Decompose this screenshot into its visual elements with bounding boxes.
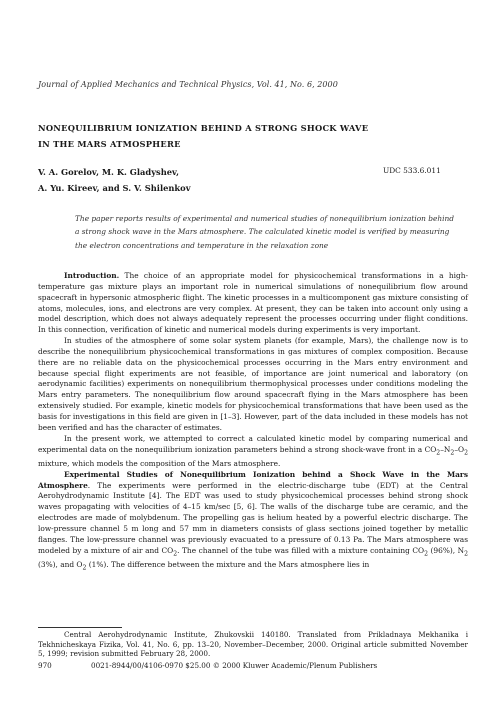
authors [38,164,338,196]
footnote-divider [38,627,122,628]
authors-line: V. A. Gorelov, M. K. Gladyshev, [38,167,180,177]
authors-line: A. Yu. Kireev, and S. V. Shilenkov [38,183,191,193]
paragraph: Experimental Studies of Nonequilibrium Ionization behind a Shock Wave in the Mars Atmosphere. The experiments were performed in the electric-discharge tube (EDT) at the Central Aerohydrodynamic Institute [4]. The EDT was used to study physicochemical processes behind strong shock waves propagating with velocities of 4–15 km/sec [5, 6]. The walls of the discharge tube are ceramic, and the electrodes are made of molybdenum. The propelling gas is helium heated by a powerful electric discharge. The low-pressure channel 5 m long and 57 mm in diameters consists of glass sections joined together by metallic flanges. The low-pressure channel was previously evacuated to a pressure of 0.13 Pa. The Mars atmosphere was modeled by a mixture of air and $CO_2$. The channel of the tube was filled with a mixture containing $CO_2$ (96%), $N_2$ (3%), and $O_2$ (1%). The difference between the mixture and the Mars atmosphere lies in [38,469,468,572]
paragraph: Introduction. The choice of an appropriate model for physicochemical transformations in a high-temperature gas mixture plays an important role in numerical simulations of nonequilibrium flow around spacecraft in hypersonic atmospheric flight. The kinetic processes in a multicomponent gas mixture consisting of atoms, molecules, ions, and electrons are very complex. At present, they can be taken into account only using a model description, which does not always adequately represent the processes occurring under flight conditions. In this connection, verification of kinetic and numerical models during experiments is very important. [38,271,468,335]
paragraph: In the present work, we attempted to correct a calculated kinetic model by comparing numerical and experimental data on the nonequilibrium ionization parameters behind a strong shock-wave front in a $CO_2-N_2-O_2$ mixture, which models the composition of the Mars atmosphere. [38,433,468,468]
page-number: 970 [38,661,52,670]
issn-line: 0021-8944/00/4106-0970 $25.00 © 2000 Kluwer Academic/Plenum Publishers [91,661,378,670]
udc-code: UDC 533.6.011 [383,166,441,175]
body-text [38,271,468,574]
abstract: The paper reports results of experimental and numerical studies of nonequilibrium ionization behind a strong shock wave in the Mars atmosphere. The calculated kinetic model is verified by measuring the electron concentrations and temperature in the relaxation zone [75,214,455,250]
footnote: Central Aerohydrodynamic Institute, Zhukovskii 140180. Translated from Prikladnaya Mekhanika i Tekhnicheskaya Fizika, Vol. 41, No. 6, pp. 13–20, November–December, 2000. Original article submitted November 5, 1999; revision submitted February 28, 2000. [38,630,468,659]
paragraph: In studies of the atmosphere of some solar system planets (for example, Mars), the challenge now is to describe the nonequilibrium physicochemical transformations in gas mixtures of complex composition. Because there are no reliable data on the physicochemical processes occurring in the Mars entry environment and because special flight experiments are not feasible, of importance are joint numerical and laboratory (on aerodynamic facilities) experiments on nonequilibrium thermophysical processes under conditions modeling the Mars entry parameters. The nonequilibrium flow around spacecraft flying in the Mars atmosphere has been extensively studied. For example, kinetic models for physicochemical transformations that have been used as the basis for investigations in this field are given in [1–3]. However, part of the data included in these models has not been verified and has the character of estimates. [38,336,468,432]
title-line: NONEQUILIBRIUM IONIZATION BEHIND A STRONG SHOCK WAVE [38,123,369,133]
title-line: IN THE MARS ATMOSPHERE [38,139,181,149]
paper-title [38,120,458,152]
section-heading-introduction: Introduction. [64,271,120,280]
section-heading-experimental: Experimental Studies of Nonequilibrium Ionization behind a Shock Wave in the Mars Atmosphere [38,469,468,490]
journal-line: Journal of Applied Mechanics and Technical Physics, Vol. 41, No. 6, 2000 [38,80,338,89]
